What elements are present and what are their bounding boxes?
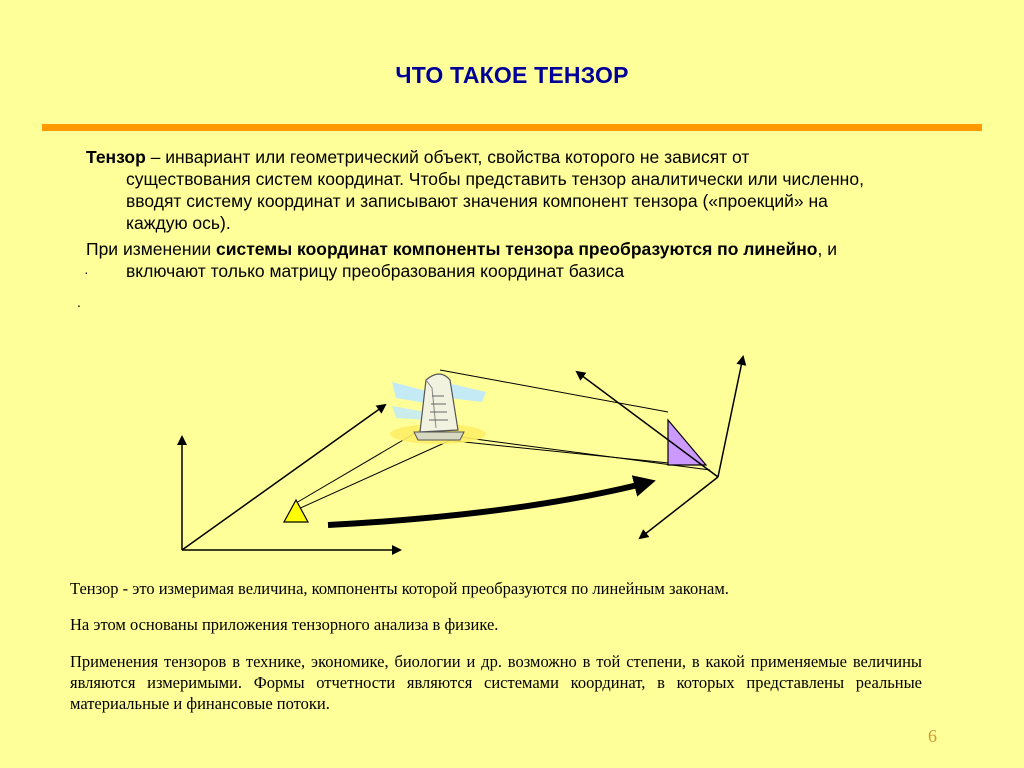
transform-prefix: При изменении	[86, 239, 216, 259]
bottom-paragraph-1: Тензор - это измеримая величина, компоненты которой преобразуются по линейным законам.	[70, 579, 729, 598]
term-tensor: Тензор	[86, 147, 146, 167]
bullet-dot-1: ·	[84, 264, 89, 280]
right-coordinate-axes	[577, 357, 743, 538]
page-number: 6	[928, 726, 937, 746]
right-z-axis	[640, 477, 718, 538]
definition-line-4: каждую ось).	[126, 213, 231, 233]
large-triangle	[668, 420, 706, 465]
definition-line-2: существования систем координат. Чтобы представить тензор аналитически или численно,	[126, 169, 864, 189]
transform-line-2: включают только матрицу преобразования координат базиса	[126, 261, 625, 281]
projection-line	[296, 435, 462, 510]
slide-title: ЧТО ТАКОЕ ТЕНЗОР	[395, 62, 629, 88]
transformation-arrow	[328, 482, 650, 525]
left-z-axis	[182, 405, 385, 550]
tensor-object-icon	[390, 374, 486, 444]
definition-line-1: – инвариант или геометрический объект, свойства которого не зависят от	[145, 147, 750, 167]
projection-lines	[296, 370, 710, 510]
small-triangle	[284, 500, 308, 522]
transform-bold: системы координат компоненты тензора преобразуются по линейно	[216, 239, 818, 259]
right-y-axis	[718, 357, 743, 477]
bottom-paragraph-2: На этом основаны приложения тензорного анализа в физике.	[70, 615, 499, 634]
bullet-dot-2: .	[77, 294, 81, 310]
projection-line	[445, 440, 688, 465]
definition-line-3: вводят систему координат и записывают значения компонент тензора («проекций» на	[126, 191, 828, 211]
transform-suffix: , и	[817, 239, 837, 259]
bottom-paragraph-3: Применения тензоров в технике, экономике, биологии и др. возможно в той степени, в какой применяемые величины являются измеримыми. Формы отчетности являются системами координат, в которых представлены реальные материальные и финансовые потоки.	[70, 652, 922, 713]
